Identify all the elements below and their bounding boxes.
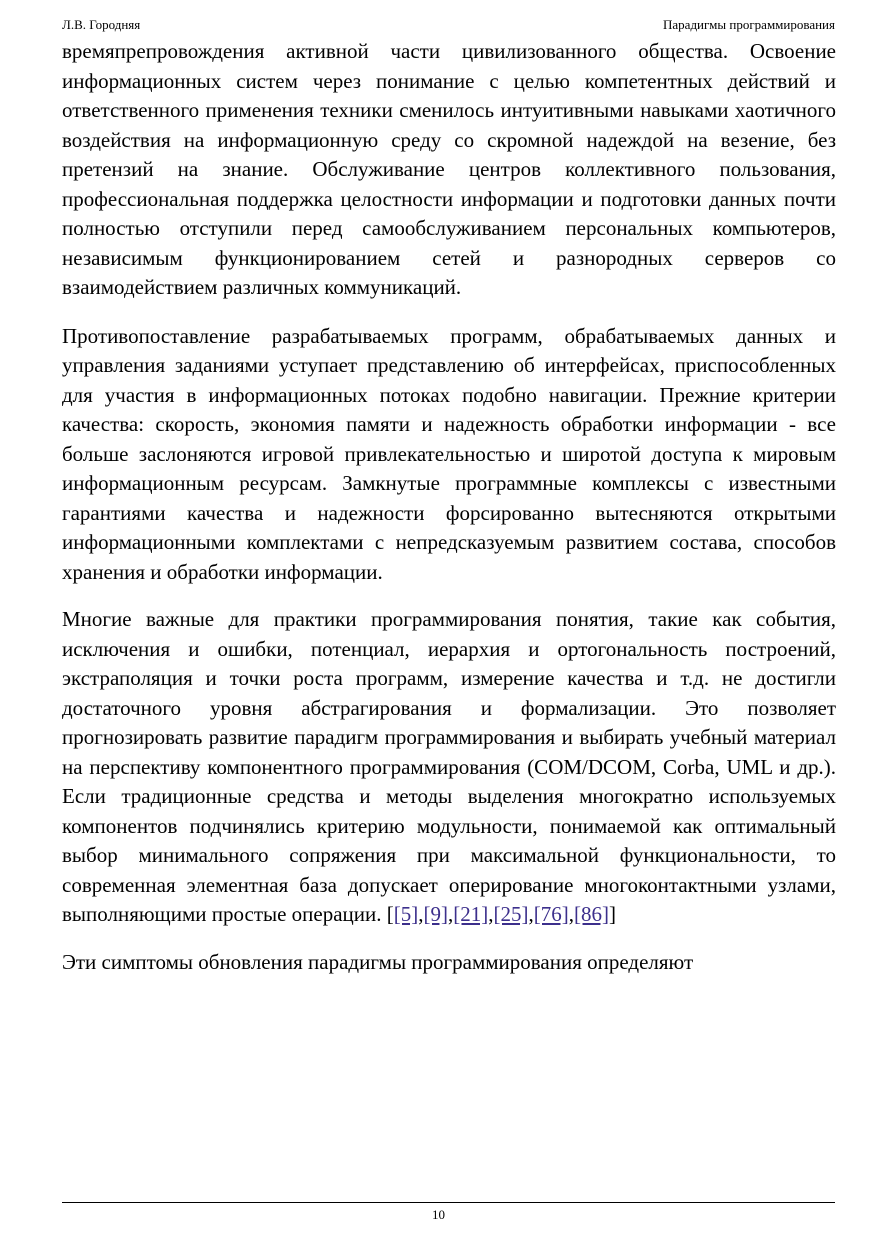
header-title: Парадигмы программирования [663, 17, 835, 32]
header-author: Л.В. Городняя [62, 17, 141, 32]
reference-close-bracket: ] [609, 902, 617, 926]
reference-separator: , [418, 902, 424, 926]
reference-link-9[interactable]: [9] [423, 902, 449, 926]
reference-open-bracket: [ [386, 902, 394, 926]
reference-separator: , [448, 902, 454, 926]
page-number: 10 [432, 1207, 445, 1222]
paragraph: времяпрепровождения активной части цивилизованного общества. Освоение информационных систем через понимание с целью компетентных действий и ответственного применения техники сменилось интуитивными навыками хаотичного воздействия на информационную среду со скромной надеждой на везение, без претензий на знание. Обслуживание центров коллективного пользования, профессиональная поддержка целостности информации и подготовки данных почти полностью отступили перед самообслуживанием персональных компьютеров, независимым функционированием сетей и разнородных серверов со взаимодействием различных коммуникаций. [62, 39, 836, 299]
paragraph: Противопоставление разрабатываемых программ, обрабатываемых данных и управления заданиями уступает представлению об интерфейсах, приспособленных для участия в информационных потоках подобно навигации. Прежние критерии качества: скорость, экономия памяти и надежность обработки информации - все больше заслоняются игровой привлекательностью и широтой доступа к мировым информационным ресурсам. Замкнутые программные комплексы с известными гарантиями качества и надежности форсированно вытесняются открытыми информационными комплектами с непредсказуемым развитием состава, способов хранения и обработки информации. [62, 323, 836, 584]
page-header [62, 16, 835, 34]
reference-link-5[interactable]: [5] [393, 902, 419, 926]
page-body [62, 37, 836, 995]
reference-separator: , [488, 902, 494, 926]
paragraph [62, 605, 836, 930]
footer-divider [62, 1202, 835, 1203]
reference-separator: , [528, 902, 534, 926]
reference-link-86[interactable]: [86] [574, 902, 610, 926]
reference-link-21[interactable]: [21] [453, 902, 489, 926]
reference-separator: , [568, 902, 575, 926]
paragraph: Эти симптомы обновления парадигмы программирования определяют [62, 949, 694, 974]
reference-link-25[interactable]: [25] [493, 902, 529, 926]
reference-link-76[interactable]: [76] [533, 902, 569, 926]
paragraph-text: Многие важные для практики программирования понятия, такие как события, исключения и ошибки, потенциал, иерархия и ортогональность построений, экстраполяция и точки роста программ, измерение качества и т.д. не достигли достаточного уровня абстрагирования и формализации. Это позволяет прогнозировать развитие парадигм программирования и выбирать учебный материал на перспективу компонентного программирования (COM/DCOM, Corba, UML и др.). Если традиционные средства и методы выделения многократно используемых компонентов подчинялись критерию модульности, понимаемой как оптимальный выбор минимального сопряжения при максимальной функциональности, то современная элементная база допускает оперирование многоконтактными узлами, выполняющими простые операции. [62, 607, 836, 926]
reference-list [387, 902, 616, 926]
